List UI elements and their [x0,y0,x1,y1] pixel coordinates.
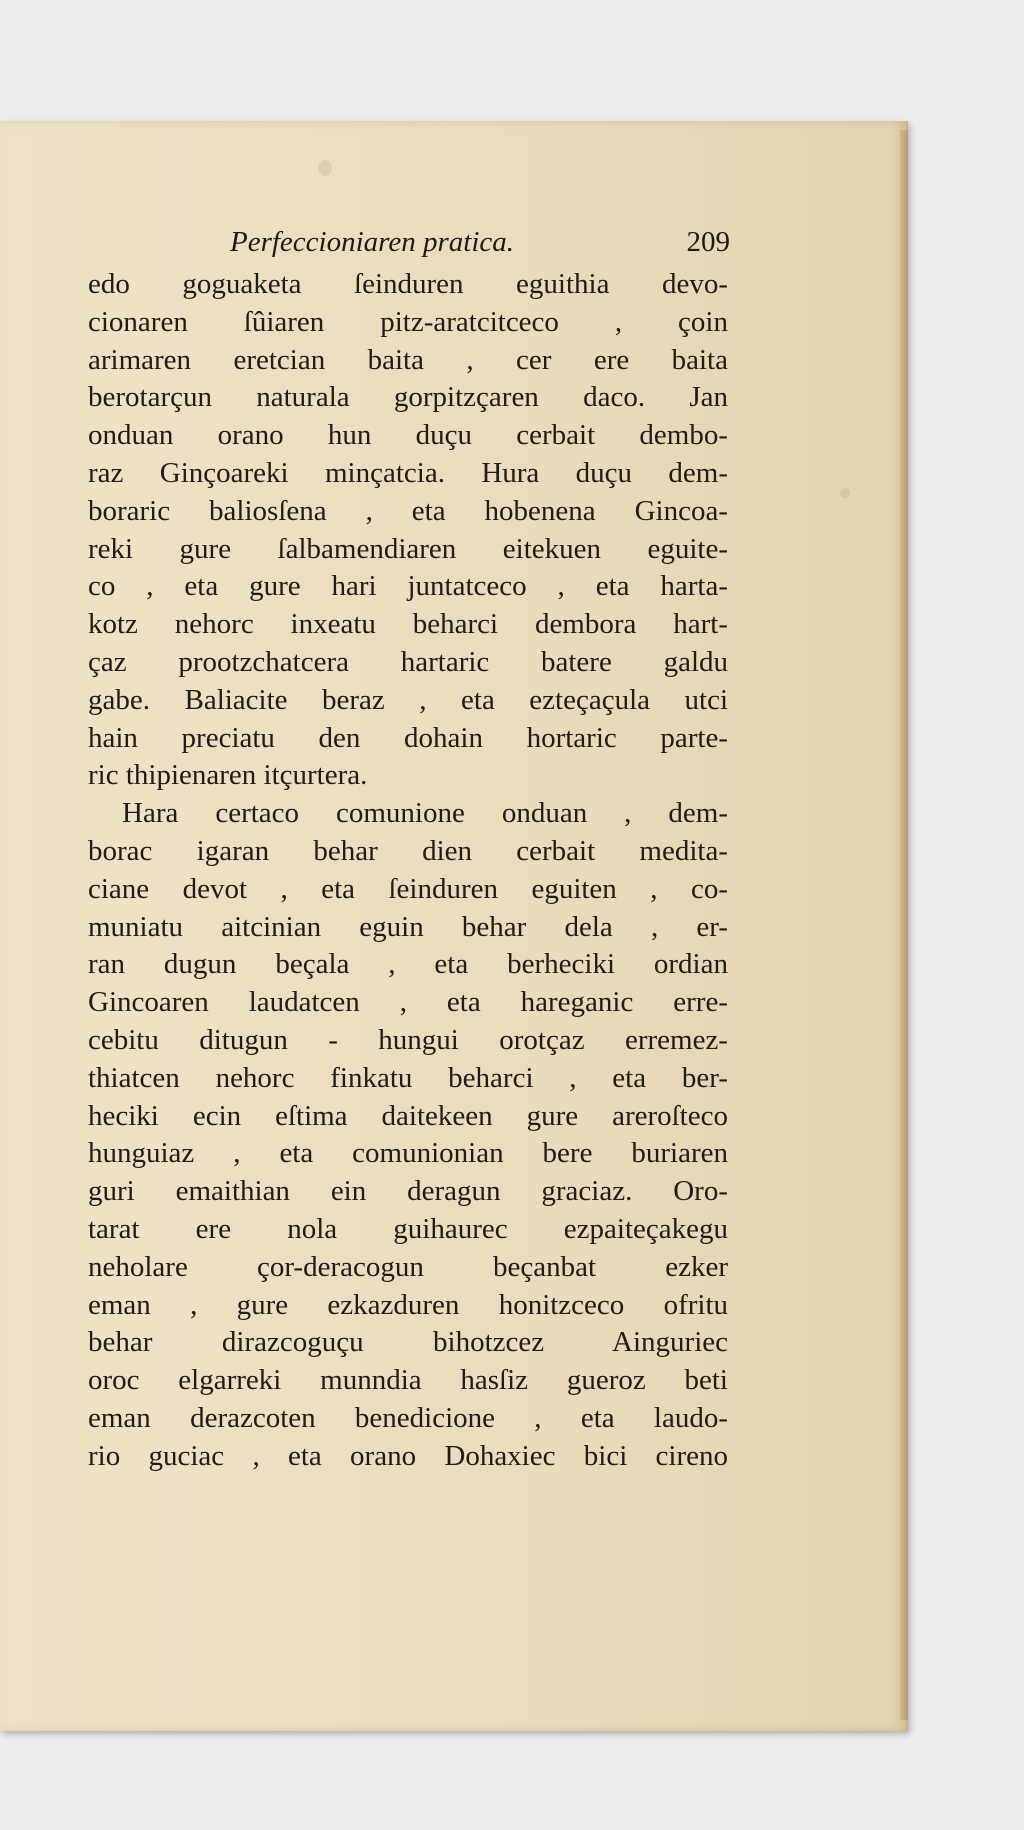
text-line: çaz prootzchatcera hartaric batere galdu [88,645,728,678]
text-line: cebitu ditugun - hungui orotçaz erremez- [88,1023,728,1056]
text-line: berotarçun naturala gorpitzçaren daco. Jan [88,381,728,414]
page-edge [900,130,908,1720]
text-line: hain preciatu den dohain hortaric parte- [88,721,728,754]
text-line: guri emaithian ein deragun graciaz. Oro- [88,1175,728,1208]
text-line: Hara certaco comunione onduan , dem- [122,797,728,830]
text-line: thiatcen nehorc finkatu beharci , eta ber- [88,1061,728,1094]
paper-stain [318,160,332,176]
body-text [88,266,728,1476]
text-line: reki gure ſalbamendiaren eitekuen eguite- [88,532,728,565]
text-line: eman derazcoten benedicione , eta laudo- [88,1401,728,1434]
text-line: muniatu aitcinian eguin behar dela , er- [88,910,728,943]
text-line: onduan orano hun duçu cerbait dembo- [88,419,728,452]
text-line: borac igaran behar dien cerbait medita- [88,834,728,867]
text-line: ciane devot , eta ſeinduren eguiten , co- [88,872,728,905]
paper-stain [840,488,850,498]
paragraph-2 [88,795,728,1475]
text-line: ric thipienaren itçurtera. [88,759,368,792]
text-line: heciki ecin eſtima daitekeen gure areroſteco [88,1099,728,1132]
text-line: rio guciac , eta orano Dohaxiec bici cireno [88,1439,728,1472]
text-line: cionaren ſûiaren pitz-aratcitceco , çoin [88,305,728,338]
paragraph-1 [88,266,728,795]
running-head: Perfeccioniaren pratica. [230,226,515,258]
text-line: eman , gure ezkazduren honitzceco ofritu [88,1288,728,1321]
text-line: oroc elgarreki munndia hasſiz gueroz beti [88,1364,728,1397]
text-line: edo goguaketa ſeinduren eguithia devo- [88,268,728,300]
text-line: kotz nehorc inxeatu beharci dembora hart- [88,608,728,641]
text-line: arimaren eretcian baita , cer ere baita [88,343,728,376]
text-line: neholare çor-deracogun beçanbat ezker [88,1250,728,1283]
text-line: hunguiaz , eta comunionian bere buriaren [88,1137,728,1170]
text-line: co , eta gure hari juntatceco , eta harta- [88,570,728,603]
text-line: boraric baliosſena , eta hobenena Gincoa- [88,494,728,527]
text-line: gabe. Baliacite beraz , eta ezteçaçula utci [88,683,728,716]
text-line: raz Ginçoareki minçatcia. Hura duçu dem- [88,456,728,489]
text-line: Gincoaren laudatcen , eta hareganic erre- [88,986,728,1019]
text-line: tarat ere nola guihaurec ezpaiteçakegu [88,1212,728,1245]
page-number: 209 [686,226,730,258]
text-line: behar dirazcoguçu bihotzcez Ainguriec [88,1326,728,1359]
page-header [230,226,730,258]
text-line: ran dugun beçala , eta berheciki ordian [88,948,728,981]
